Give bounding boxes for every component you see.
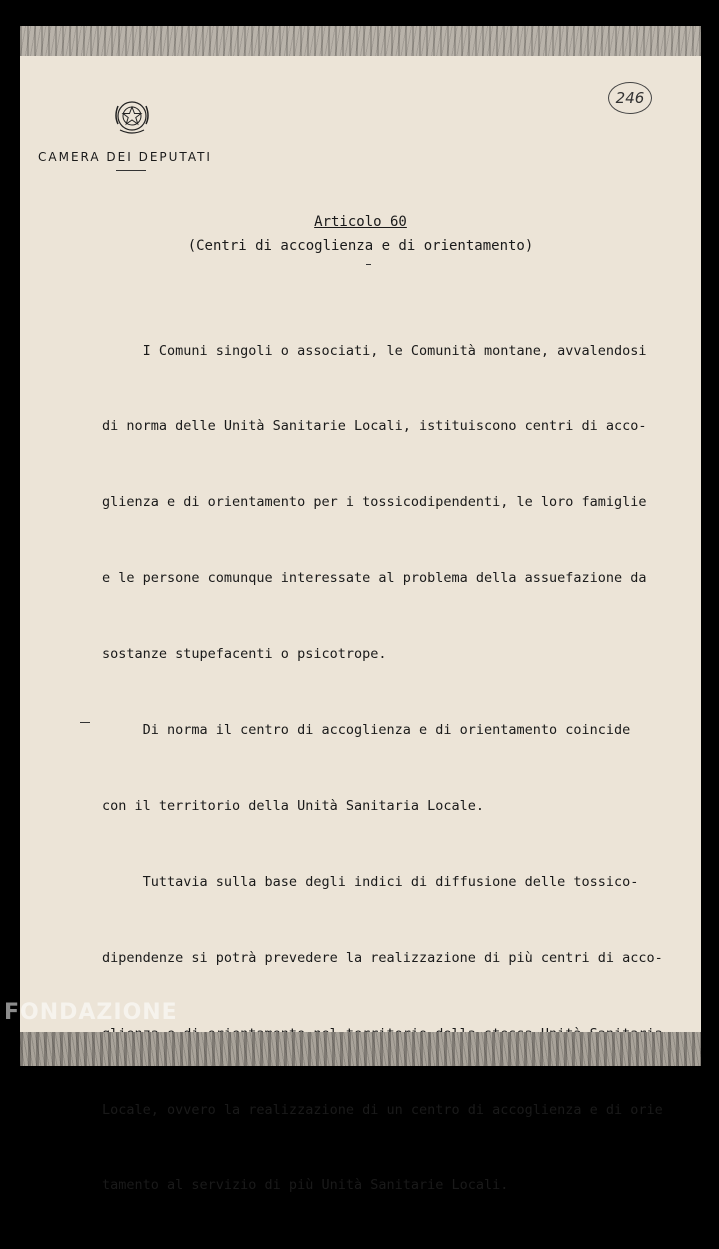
- body-line: Di norma il centro di accoglienza e di orientamento coincide: [102, 722, 631, 739]
- body-line: con il territorio della Unità Sanitaria Locale.: [102, 797, 485, 814]
- body-line: glienza e di orientamento per i tossicodipendenti, le loro famiglie: [102, 494, 647, 511]
- institution-name: CAMERA DEI DEPUTATI: [38, 150, 212, 164]
- margin-mark: [80, 722, 90, 723]
- watermark: FONDAZIONE: [4, 1000, 178, 1025]
- article-title: [20, 214, 701, 230]
- body-line: I Comuni singoli o associati, le Comunità montane, avvalendosi: [102, 342, 647, 359]
- divider: [116, 170, 146, 171]
- scan-edge-bottom: [20, 1032, 701, 1066]
- article-subtitle: (Centri di accoglienza e di orientamento): [187, 238, 534, 254]
- body-line: tamento al servizio di più Unità Sanitarie Locali.: [102, 1177, 509, 1194]
- body-line: sostanze stupefacenti o psicotrope.: [102, 646, 387, 663]
- body-line: e le persone comunque interessate al problema della assuefazione da: [102, 570, 647, 587]
- page-number-stamp: 246: [608, 82, 652, 114]
- margin-mark: [366, 264, 371, 265]
- scan-edge-top: [20, 26, 701, 56]
- republic-emblem-icon: [110, 94, 154, 138]
- body-line: Locale, ovvero la realizzazione di un centro di accoglienza e di orie: [102, 1101, 663, 1118]
- article-title-text: Articolo 60: [314, 214, 407, 230]
- document-page: [20, 26, 701, 1194]
- body-line: dipendenze si potrà prevedere la realizzazione di più centri di acco-: [102, 949, 663, 966]
- article-body: [102, 288, 682, 1249]
- body-line: Tuttavia sulla base degli indici di diffusione delle tossico-: [102, 873, 639, 890]
- body-line: di norma delle Unità Sanitarie Locali, istituiscono centri di acco-: [102, 418, 647, 435]
